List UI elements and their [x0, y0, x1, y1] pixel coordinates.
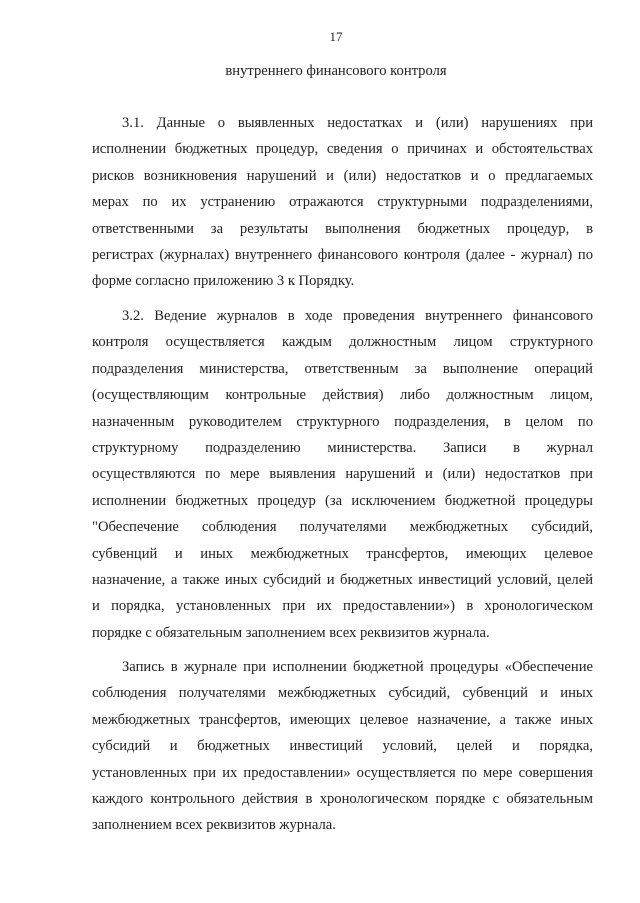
paragraph-line: Запись в журнале при исполнении бюджетной процедуры «Обеспечение — [122, 659, 593, 675]
paragraph-line: форме согласно приложению 3 к Порядку. — [92, 273, 355, 290]
paragraph-line: (осуществляющим контрольные действия) либо должностным лицом, — [92, 387, 593, 404]
paragraph-line: каждого контрольного действия в хронологическом порядке с обязательным — [92, 790, 593, 807]
paragraph-line: рисков возникновения нарушений и (или) недостатков и о предлагаемых — [92, 167, 593, 184]
paragraph-line: структурному подразделению министерства. Записи в журнал — [92, 439, 593, 456]
paragraph-line: заполнением всех реквизитов журнала. — [92, 817, 336, 834]
paragraph-line: подразделения министерства, ответственным за выполнение операций — [92, 360, 593, 377]
paragraph-line: 3.2. Ведение журналов в ходе проведения внутреннего финансового — [122, 308, 593, 324]
paragraph-line: назначенным руководителем структурного подразделения, в целом по — [92, 413, 593, 430]
paragraph-line: исполнении бюджетных процедур, сведения о причинах и обстоятельствах — [92, 141, 593, 158]
paragraph-line: субвенций и иных межбюджетных трансфертов, имеющих целевое — [92, 545, 593, 562]
paragraph-line: регистрах (журналах) внутреннего финансового контроля (далее - журнал) по — [92, 246, 593, 263]
paragraph-line: исполнении бюджетных процедур (за исключением бюджетной процедуры — [92, 492, 593, 509]
paragraph-line: 3.1. Данные о выявленных недостатках и (или) нарушениях при — [122, 115, 593, 131]
paragraph-line: соблюдения получателями межбюджетных субсидий, субвенций и иных — [92, 685, 593, 702]
paragraph-3-2 — [92, 303, 593, 646]
section-heading: внутреннего финансового контроля — [225, 63, 447, 79]
paragraph-line: назначение, а также иных субсидий и бюджетных инвестиций условий, целей — [92, 571, 593, 588]
paragraph-line: порядке с обязательным заполнением всех реквизитов журнала. — [92, 624, 490, 641]
paragraph-line: субсидий и бюджетных инвестиций условий, целей и порядка, — [92, 738, 593, 755]
paragraph-line: осуществляются по мере выявления нарушений и (или) недостатков при — [92, 466, 593, 483]
paragraph-line: контроля осуществляется каждым должностным лицом структурного — [92, 334, 593, 351]
paragraph-3-1 — [92, 110, 593, 295]
paragraph-line: "Обеспечение соблюдения получателями межбюджетных субсидий, — [92, 519, 593, 536]
page-number: 17 — [329, 29, 343, 44]
paragraph-line: ответственными за результаты выполнения бюджетных процедур, в — [92, 220, 593, 237]
paragraph-line: мерах по их устранению отражаются структурными подразделениями, — [92, 194, 593, 211]
paragraph-journal-entry — [92, 654, 593, 839]
paragraph-line: установленных при их предоставлении» осуществляется по мере совершения — [92, 764, 593, 781]
paragraph-line: и порядка, установленных при их предоставлении») в хронологическом — [92, 598, 593, 615]
paragraph-line: межбюджетных трансфертов, имеющих целевое назначение, а также иных — [92, 711, 593, 728]
